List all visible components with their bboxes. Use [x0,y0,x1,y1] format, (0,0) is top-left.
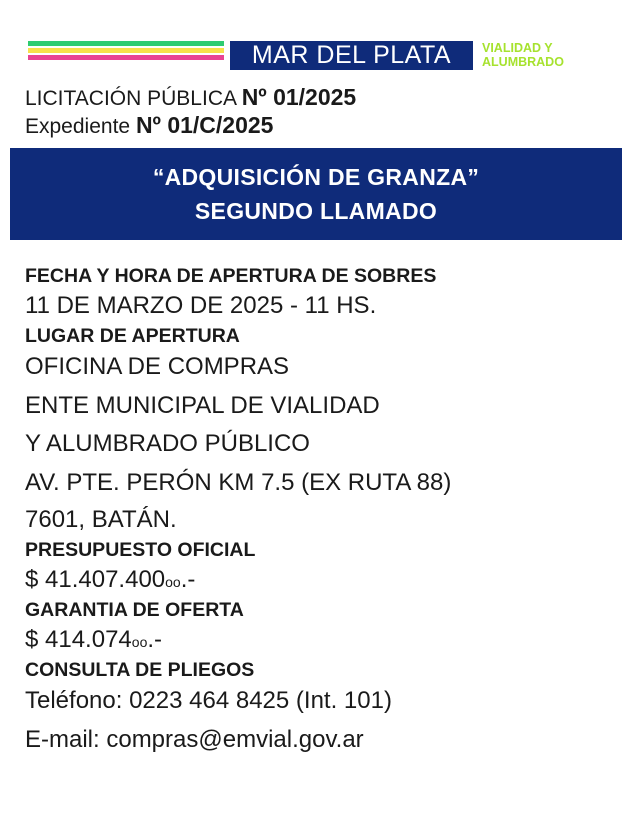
consulta-heading: CONSULTA DE PLIEGOS [25,659,255,681]
lugar-line: ENTE MUNICIPAL DE VIALIDAD [25,391,380,419]
expediente-number: Nº 01/C/2025 [135,112,274,138]
fecha-heading: FECHA Y HORA DE APERTURA DE SOBRES [25,265,437,287]
fecha-value: 11 DE MARZO DE 2025 - 11 HS. [25,292,377,319]
presupuesto-cents: oo [165,574,181,590]
garantia-value [25,622,625,658]
presupuesto-amount: $ 41.407.400 [25,566,166,593]
lugar-line: OFICINA DE COMPRAS [25,353,290,380]
licitacion-number: Nº 01/2025 [241,84,357,110]
stripe-pink [28,55,224,60]
garantia-amount: $ 414.074 [25,626,132,653]
licitacion-label: LICITACIÓN PÚBLICA [25,87,236,110]
email: E-mail: compras@emvial.gov.ar [25,725,364,753]
brand-name: MAR DEL PLATA [251,41,452,69]
brand-color-stripes [28,41,224,62]
lugar-heading: LUGAR DE APERTURA [25,325,240,347]
garantia-suffix: .- [147,626,163,653]
licitacion-info [25,84,356,140]
notice-body [25,264,625,759]
telefono: Teléfono: 0223 464 8425 (Int. 101) [25,687,392,714]
stripe-green [28,41,224,46]
presupuesto-suffix: .- [180,566,196,593]
presupuesto-value [25,562,625,598]
brand-subtitle-line1: VIALIDAD Y [482,41,553,55]
expediente-line [25,112,356,140]
title-banner [10,148,622,240]
brand-subtitle-line2: ALUMBRADO [482,55,564,69]
presupuesto-heading: PRESUPUESTO OFICIAL [25,539,256,561]
brand-subtitle [482,41,622,69]
garantia-heading: GARANTIA DE OFERTA [25,599,244,621]
lugar-line: 7601, BATÁN. [25,506,177,533]
banner-subtitle: SEGUNDO LLAMADO [194,198,438,224]
licitacion-line [25,84,356,112]
brand-logo [230,41,473,70]
expediente-label: Expediente [25,115,131,138]
banner-title: “ADQUISICIÓN DE GRANZA” [152,164,480,190]
stripe-yellow [28,48,224,53]
garantia-cents: oo [131,634,148,650]
lugar-line: Y ALUMBRADO PÚBLICO [25,430,310,457]
lugar-line: AV. PTE. PERÓN KM 7.5 (EX RUTA 88) [25,468,452,496]
